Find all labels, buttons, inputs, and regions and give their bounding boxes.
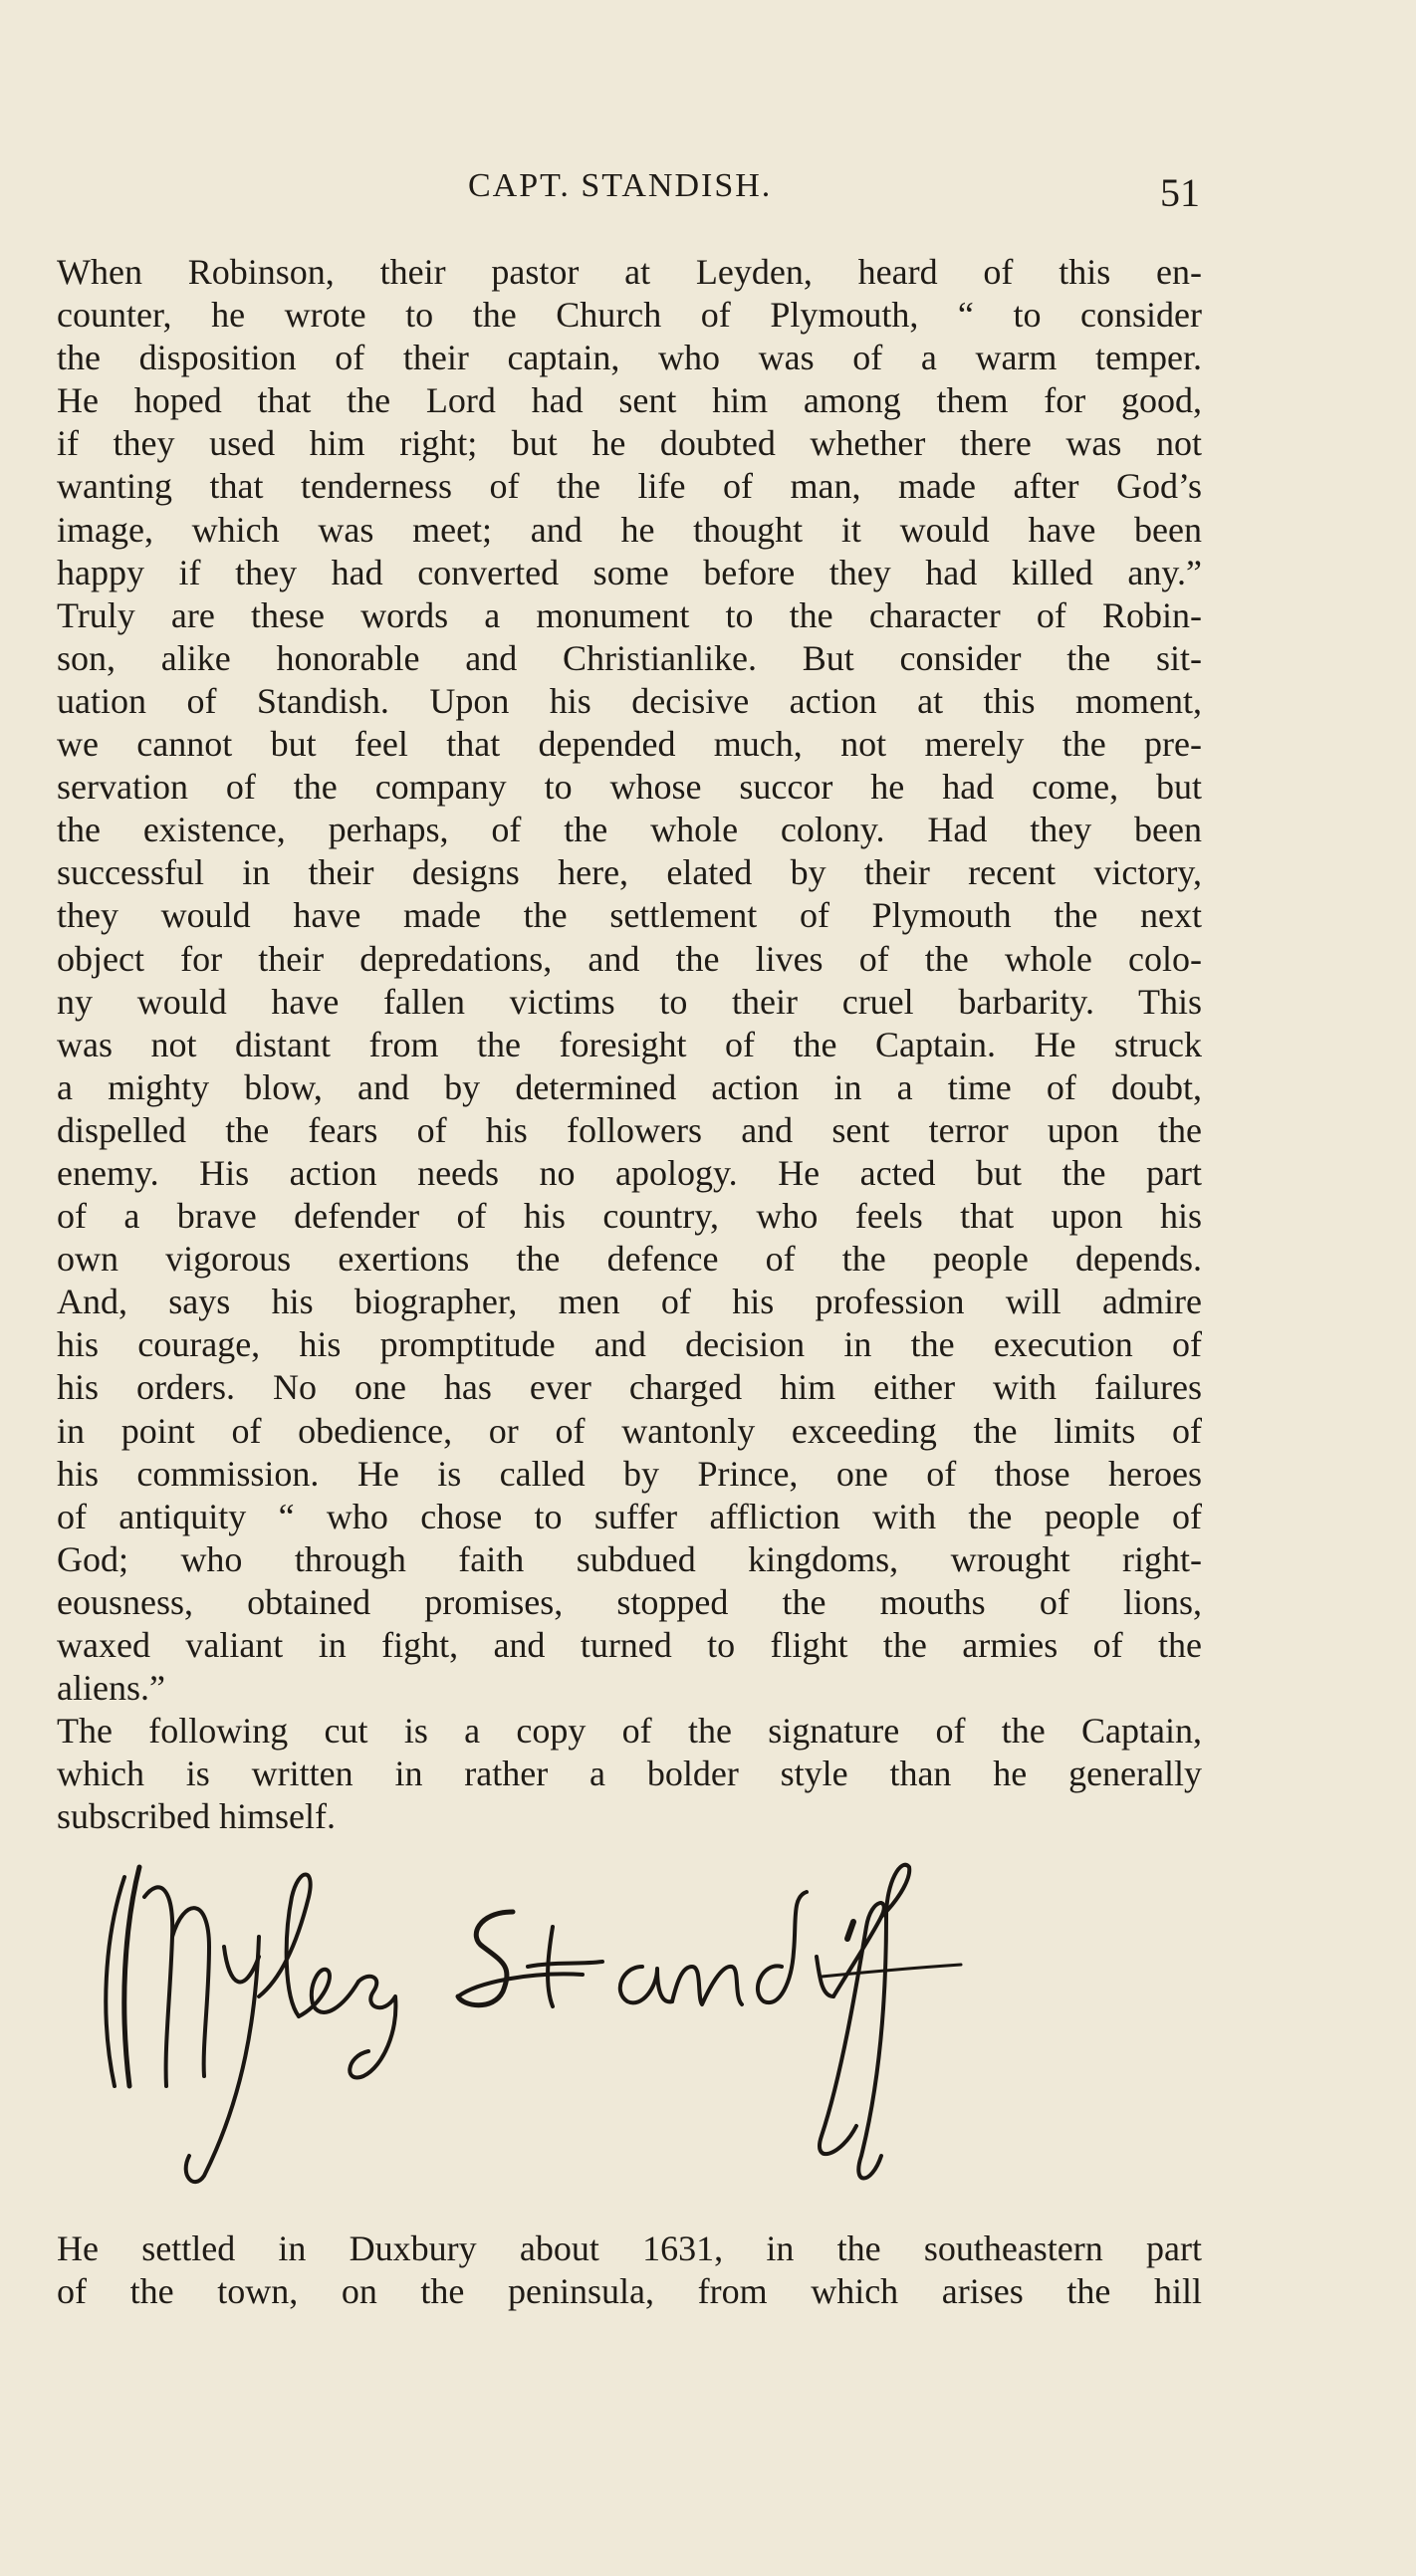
- text-line: ny would have fallen victims to their cruel barbarity. This: [57, 981, 1202, 1022]
- text-line: his commission. He is called by Prince, one of those heroes: [57, 1453, 1202, 1494]
- text-line: happy if they had converted some before they had killed any.”: [57, 552, 1202, 592]
- text-line: dispelled the fears of his followers and sent terror upon the: [57, 1109, 1202, 1150]
- text-line: image, which was meet; and he thought it would have been: [57, 509, 1202, 550]
- text-line: object for their depredations, and the lives of the whole colo-: [57, 938, 1202, 979]
- text-line: The following cut is a copy of the signature of the Captain,: [57, 1711, 1202, 1752]
- text-line: uation of Standish. Upon his decisive action at this moment,: [57, 680, 1202, 721]
- signature-image: [85, 1857, 1140, 2186]
- text-line: of the town, on the peninsula, from which arises the hill: [57, 2271, 1202, 2312]
- text-line: servation of the company to whose succor he had come, but: [57, 767, 1202, 808]
- text-line: the disposition of their captain, who was of a warm temper.: [57, 338, 1202, 378]
- text-line: He settled in Duxbury about 1631, in the southeastern part: [57, 2228, 1202, 2268]
- text-line: in point of obedience, or of wantonly exceeding the limits of: [57, 1410, 1202, 1451]
- text-line: Truly are these words a monument to the character of Robin-: [57, 594, 1202, 635]
- text-line: subscribed himself.: [57, 1796, 336, 1837]
- text-line: which is written in rather a bolder style than he generally: [57, 1754, 1202, 1794]
- text-line: was not distant from the foresight of the Captain. He struck: [57, 1024, 1202, 1064]
- text-line: they would have made the settlement of Plymouth the next: [57, 895, 1202, 936]
- running-head: CAPT. STANDISH.: [468, 167, 773, 204]
- text-line: enemy. His action needs no apology. He acted but the part: [57, 1152, 1202, 1193]
- text-line: aliens.”: [57, 1668, 165, 1709]
- signature-strokes: [106, 1865, 961, 2182]
- text-line: eousness, obtained promises, stopped the mouths of lions,: [57, 1581, 1202, 1622]
- text-line: And, says his biographer, men of his profession will admire: [57, 1282, 1202, 1322]
- text-line: successful in their designs here, elated by their recent victory,: [57, 852, 1202, 893]
- text-line: a mighty blow, and by determined action in a time of doubt,: [57, 1066, 1202, 1107]
- text-line: When Robinson, their pastor at Leyden, heard of this en-: [57, 252, 1202, 292]
- text-line: his orders. No one has ever charged him either with failures: [57, 1367, 1202, 1408]
- text-line: counter, he wrote to the Church of Plymouth, “ to consider: [57, 295, 1202, 336]
- text-line: wanting that tenderness of the life of man, made after God’s: [57, 466, 1202, 507]
- text-line: of a brave defender of his country, who feels that upon his: [57, 1196, 1202, 1237]
- text-line: waxed valiant in fight, and turned to flight the armies of the: [57, 1625, 1202, 1665]
- text-line: God; who through faith subdued kingdoms, wrought right-: [57, 1538, 1202, 1579]
- text-line: the existence, perhaps, of the whole colony. Had they been: [57, 810, 1202, 850]
- text-line: if they used him right; but he doubted whether there was not: [57, 423, 1202, 464]
- text-line: his courage, his promptitude and decision in the execution of: [57, 1324, 1202, 1365]
- body-text: [57, 251, 1202, 1838]
- text-line: own vigorous exertions the defence of the people depends.: [57, 1239, 1202, 1280]
- text-line: of antiquity “ who chose to suffer affliction with the people of: [57, 1496, 1202, 1536]
- body-text-continued: [57, 2227, 1202, 2313]
- text-line: He hoped that the Lord had sent him among them for good,: [57, 380, 1202, 421]
- text-line: son, alike honorable and Christianlike. But consider the sit-: [57, 637, 1202, 678]
- page-number: 51: [1160, 170, 1200, 215]
- text-line: we cannot but feel that depended much, not merely the pre-: [57, 724, 1202, 765]
